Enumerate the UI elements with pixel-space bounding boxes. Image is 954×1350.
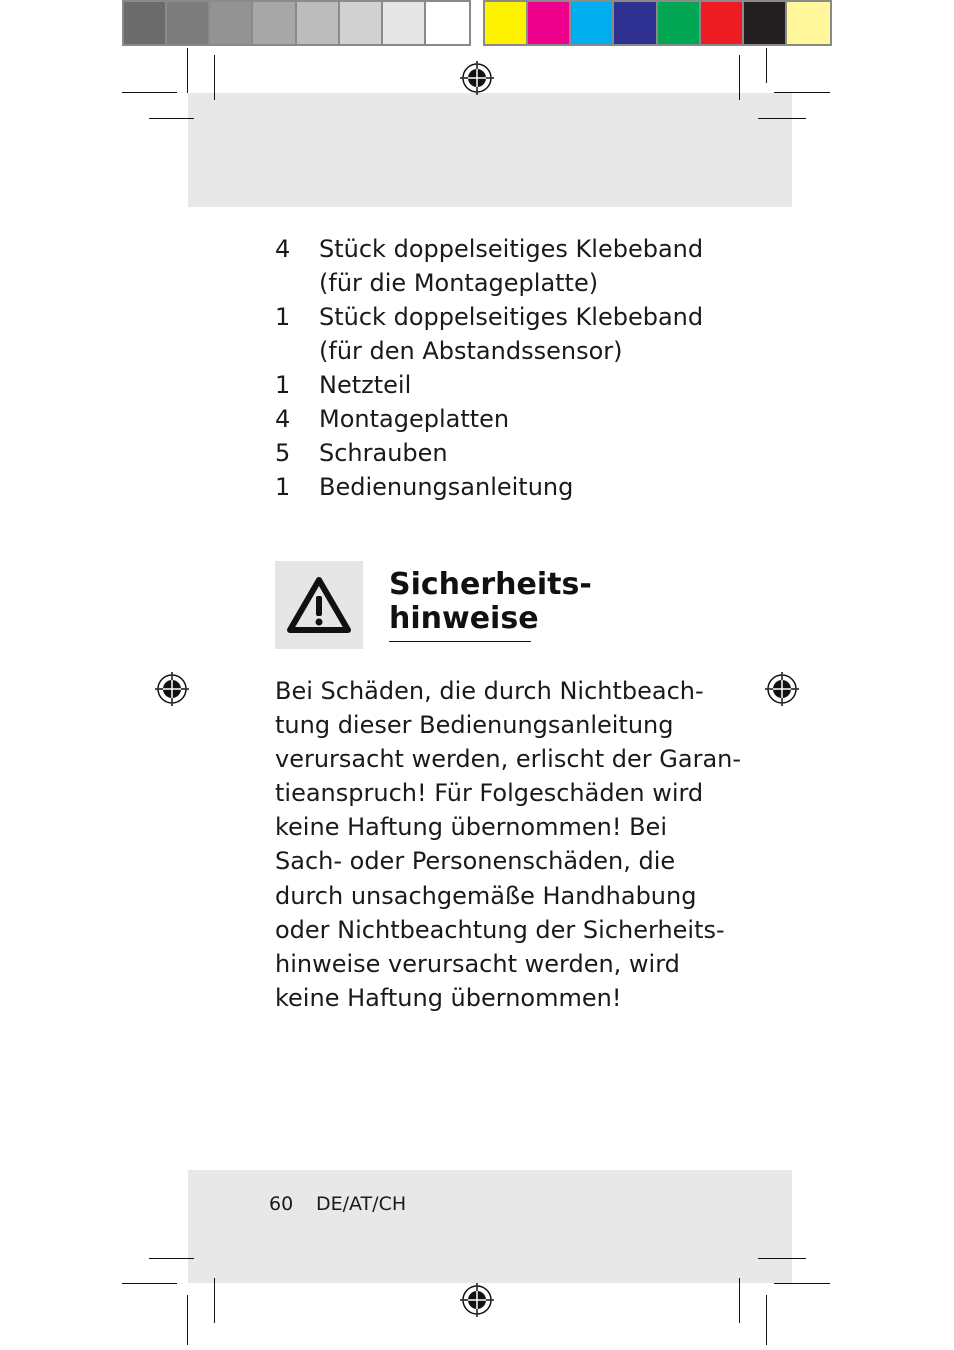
safety-paragraph bbox=[275, 674, 742, 1015]
warning-icon-box bbox=[275, 561, 363, 649]
warning-triangle-icon bbox=[286, 576, 352, 634]
text-line: keine Haftung übernommen! Bei bbox=[275, 813, 667, 842]
list-item bbox=[275, 402, 715, 436]
list-item bbox=[275, 470, 715, 504]
text-line: Bei Schäden, die durch Nichtbeach- bbox=[275, 677, 704, 705]
registration-mark-icon bbox=[460, 1283, 494, 1317]
text-line: oder Nichtbeachtung der Sicherheits- bbox=[275, 915, 725, 944]
text-line: tung dieser Bedienungsanleitung bbox=[275, 711, 674, 740]
text-line: hinweise verursacht werden, wird bbox=[275, 949, 680, 978]
list-item bbox=[275, 232, 715, 300]
color-swatch bbox=[340, 2, 383, 44]
heading-underline bbox=[389, 641, 531, 642]
gray-calibration-bar bbox=[122, 0, 471, 46]
text-line: tieanspruch! Für Folgeschäden wird bbox=[275, 779, 704, 808]
color-swatch bbox=[571, 2, 614, 44]
color-swatch bbox=[614, 2, 657, 44]
color-swatch bbox=[297, 2, 340, 44]
item-description: Montageplatten bbox=[319, 405, 510, 433]
color-swatch bbox=[383, 2, 426, 44]
item-quantity: 1 bbox=[275, 371, 291, 399]
item-description: Stück doppelseitiges Klebeband (für die Montageplatte) bbox=[319, 235, 704, 297]
color-swatch bbox=[701, 2, 744, 44]
item-description: Bedienungsanleitung bbox=[319, 473, 574, 501]
color-swatch bbox=[658, 2, 701, 44]
text-line: Sach- oder Personenschäden, die bbox=[275, 847, 676, 876]
registration-mark-icon bbox=[460, 61, 494, 95]
region-code: DE/AT/CH bbox=[316, 1193, 407, 1215]
color-calibration-bar bbox=[483, 0, 832, 46]
package-contents-list bbox=[275, 232, 715, 504]
list-item bbox=[275, 300, 715, 368]
item-quantity: 4 bbox=[275, 405, 291, 433]
color-swatch bbox=[485, 2, 528, 44]
header-band bbox=[188, 93, 792, 207]
section-heading: Sicherheits- hinweise bbox=[389, 567, 592, 636]
item-quantity: 1 bbox=[275, 473, 291, 501]
list-item bbox=[275, 436, 715, 470]
color-swatch bbox=[426, 2, 469, 44]
list-item bbox=[275, 368, 715, 402]
color-swatch bbox=[124, 2, 167, 44]
registration-mark-icon bbox=[155, 672, 189, 706]
item-quantity: 1 bbox=[275, 303, 291, 331]
color-swatch bbox=[528, 2, 571, 44]
item-description: Stück doppelseitiges Klebeband (für den Abstandssensor) bbox=[319, 303, 704, 365]
color-swatch bbox=[253, 2, 296, 44]
color-swatch bbox=[787, 2, 830, 44]
text-line: durch unsachgemäße Handhabung bbox=[275, 881, 697, 910]
color-swatch bbox=[167, 2, 210, 44]
item-description: Netzteil bbox=[319, 371, 412, 399]
page-number: 60 bbox=[269, 1193, 294, 1215]
registration-mark-icon bbox=[765, 672, 799, 706]
footer-band bbox=[188, 1170, 792, 1283]
item-quantity: 4 bbox=[275, 235, 291, 263]
item-description: Schrauben bbox=[319, 439, 448, 467]
color-swatch bbox=[744, 2, 787, 44]
item-quantity: 5 bbox=[275, 439, 291, 467]
color-swatch bbox=[210, 2, 253, 44]
text-line: verursacht werden, erlischt der Garan- bbox=[275, 745, 742, 774]
text-line: keine Haftung übernommen! bbox=[275, 983, 622, 1012]
